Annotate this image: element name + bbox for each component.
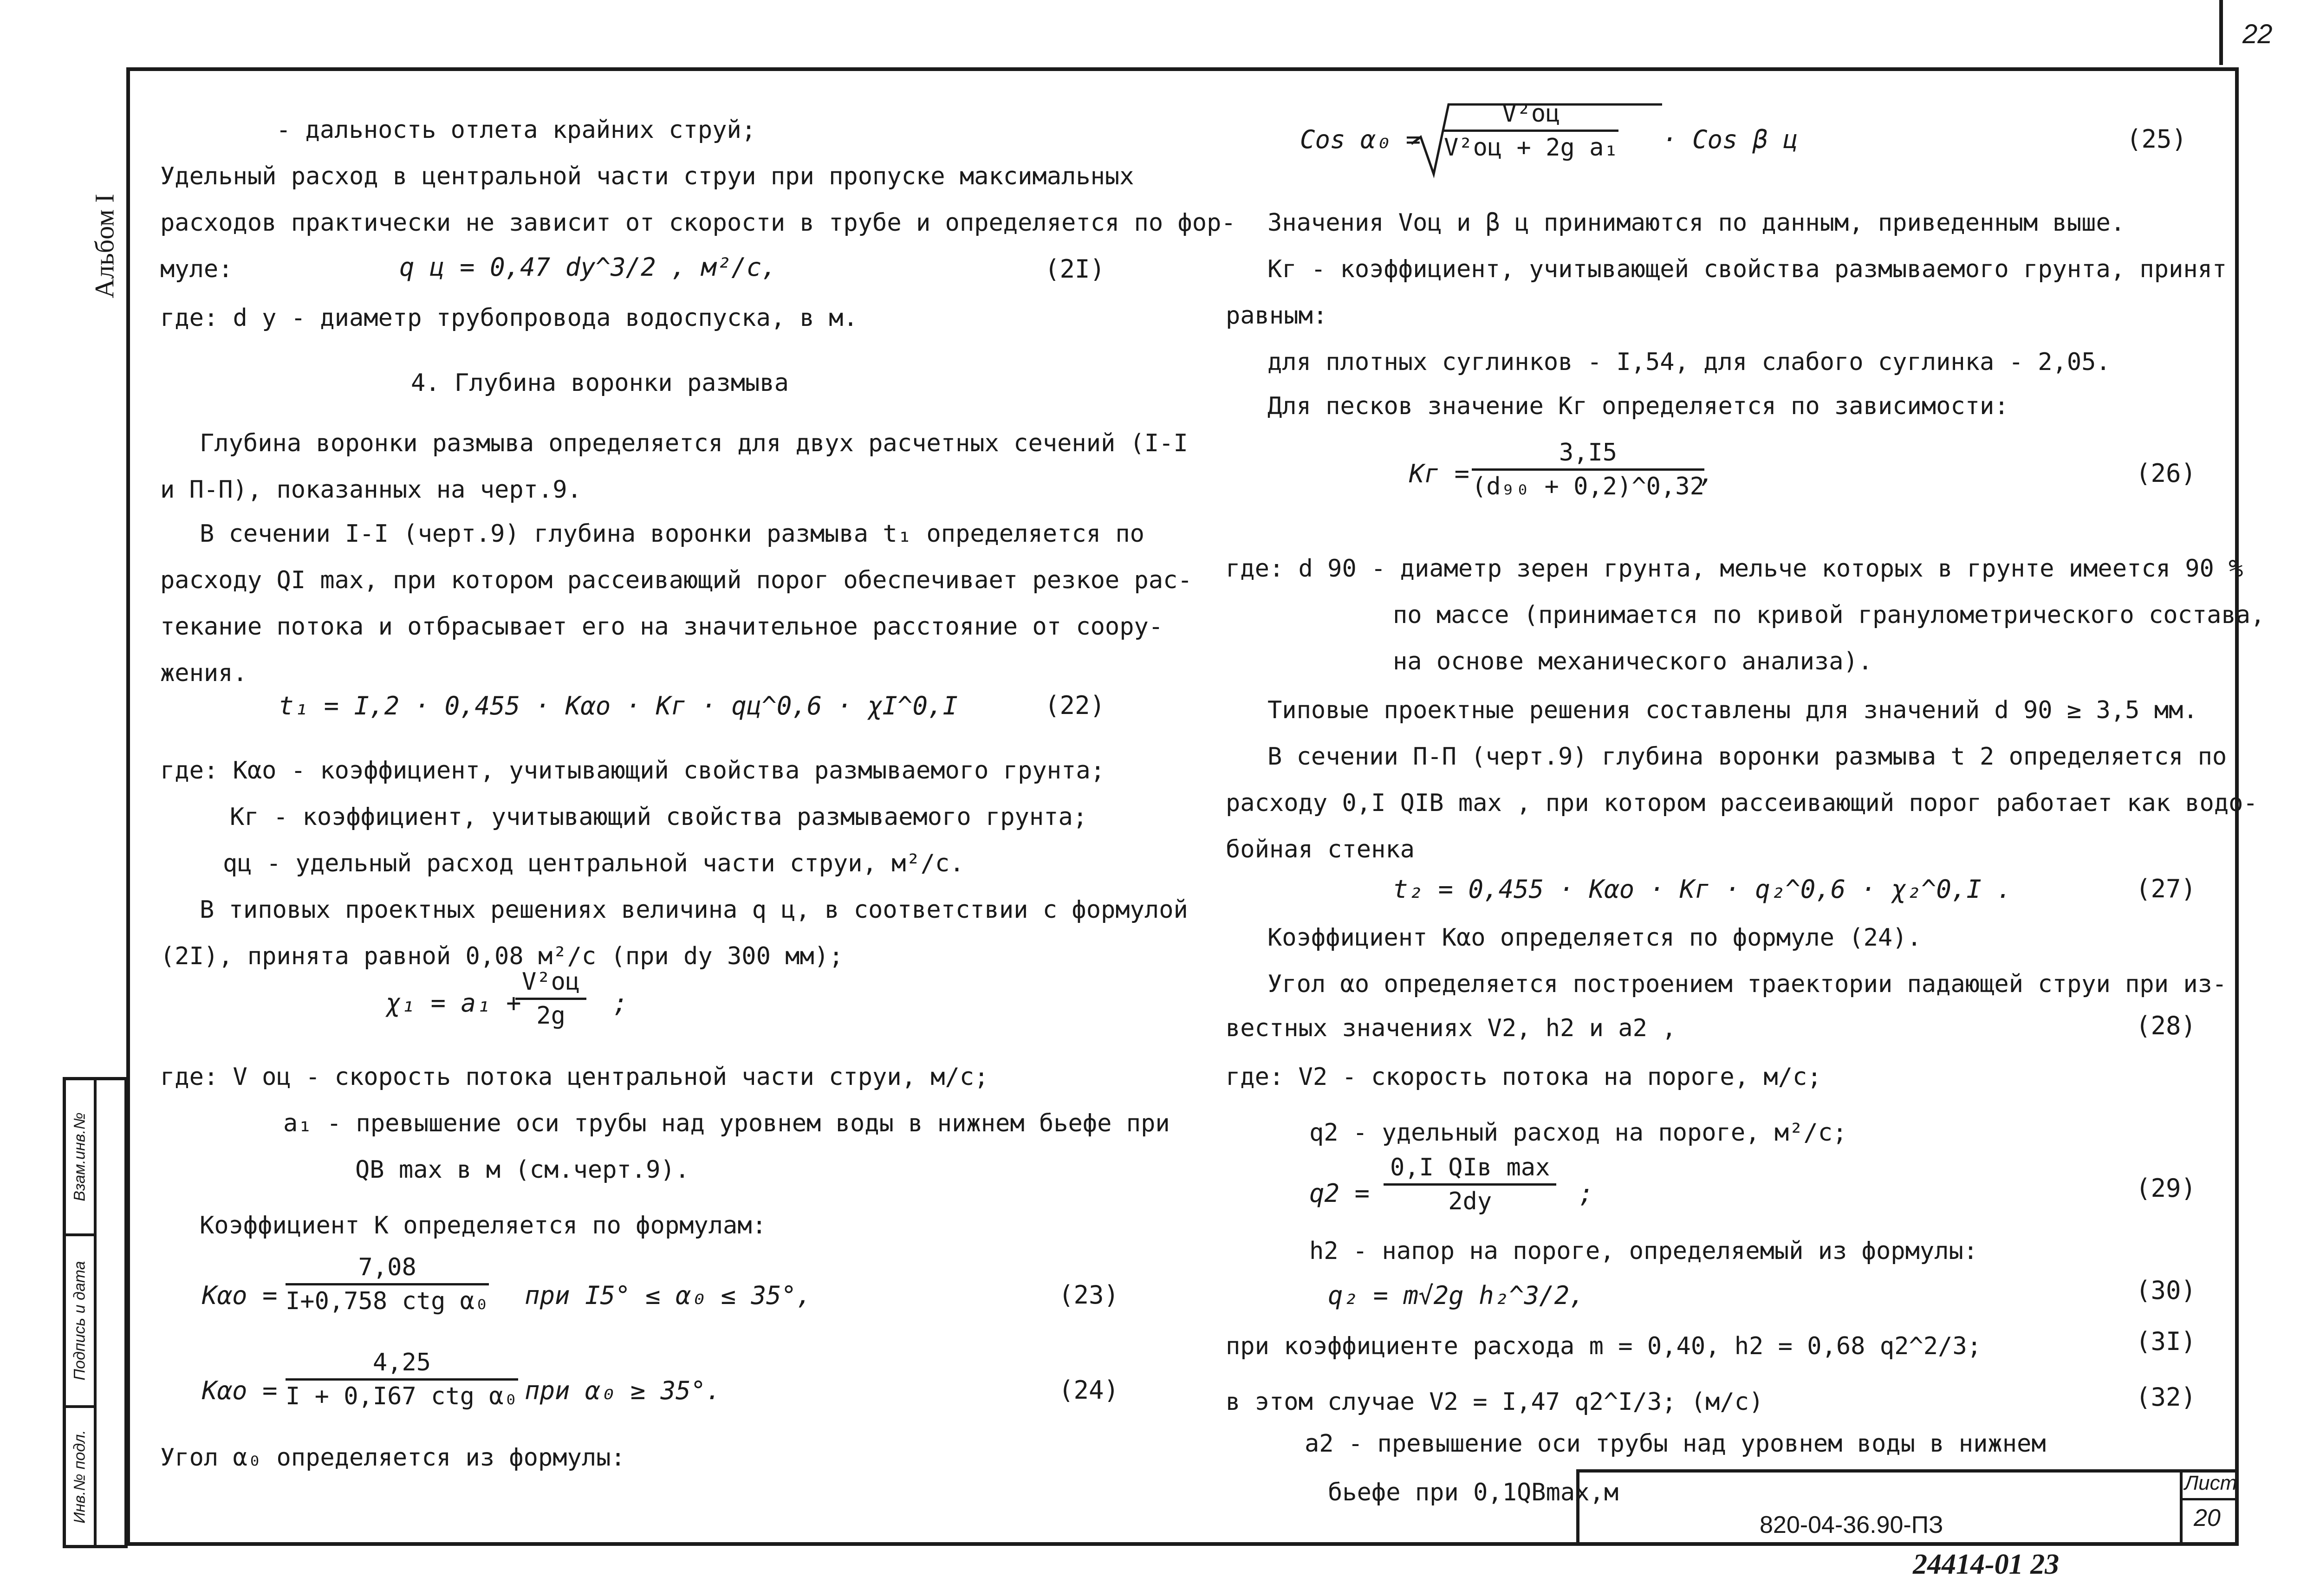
formula-29-tail: ; — [1579, 1179, 1594, 1208]
formula-24-fraction — [286, 1349, 518, 1410]
formula-25-denominator: V²оц + 2g a₁ — [1444, 134, 1618, 162]
formula-26-fraction — [1472, 439, 1704, 500]
formula-24-denominator: I + 0,I67 ctg α₀ — [286, 1382, 518, 1410]
formula-26-numerator: 3,I5 — [1472, 439, 1704, 471]
side-label-replace-inv: Взам.инв.№ — [71, 1112, 89, 1201]
formula-23-denominator: I+0,758 ctg α₀ — [286, 1287, 489, 1315]
equation-number-24: (24) — [1059, 1375, 1119, 1405]
formula-chi-numerator: V²оц — [515, 968, 586, 1000]
side-cell-inv-original — [66, 1405, 94, 1545]
left-line-19: QB max в м (см.черт.9). — [355, 1156, 690, 1184]
equation-number-30: (30) — [2136, 1276, 2197, 1305]
formula-24-lhs: Kαo = — [202, 1376, 278, 1405]
right-line-2: Кг - коэффициент, учитывающей свойства размываемого грунта, принят — [1267, 255, 2227, 283]
right-line-14: Угол αo определяется построением траектории падающей струи при из- — [1267, 970, 2227, 998]
left-line-18: a₁ - превышение оси трубы над уровнем воды в нижнем бьефе при — [283, 1109, 1170, 1137]
album-label-text: Альбом I — [89, 194, 120, 298]
right-line-9: Типовые проектные решения составлены для значений d 90 ≥ 3,5 мм. — [1267, 696, 2198, 724]
left-line-15: В типовых проектных решениях величина q ц, в соответствии с формулой — [200, 896, 1188, 924]
sheet-label: Лист — [2184, 1472, 2237, 1494]
title-block-sheet-divider — [2183, 1498, 2239, 1500]
right-line-18: h2 - напор на пороге, определяемый из формулы: — [1309, 1237, 1978, 1265]
equation-number-26: (26) — [2136, 459, 2197, 488]
left-line-11: жения. — [160, 659, 247, 687]
section-heading: 4. Глубина воронки размыва — [411, 369, 789, 397]
formula-30: q₂ = m√2g h₂^3/2, — [1328, 1281, 1585, 1310]
formula-27: t₂ = 0,455 · Kαo · Кг · q₂^0,6 · χ₂^0,I . — [1393, 875, 2012, 904]
formula-29-fraction — [1384, 1154, 1556, 1215]
right-line-8: на основе механического анализа). — [1393, 648, 1873, 675]
formula-26-lhs: Кг = — [1409, 459, 1470, 488]
right-line-3: равным: — [1226, 302, 1328, 330]
left-line-4: муле: — [160, 255, 233, 283]
formula-26-tail: , — [1699, 459, 1715, 488]
right-line-10: В сечении П-П (черт.9) глубина воронки размыва t 2 определяется по — [1267, 743, 2227, 771]
right-line-13: Коэффициент Kαo определяется по формуле (24). — [1267, 924, 1922, 952]
left-line-13: Кг - коэффициент, учитывающий свойства размываемого грунта; — [230, 803, 1088, 831]
formula-25-fraction — [1444, 100, 1618, 162]
formula-29-numerator: 0,I QIв max — [1384, 1154, 1556, 1186]
left-line-1: - дальность отлета крайних струй; — [276, 116, 756, 144]
top-number-divider — [2219, 0, 2223, 65]
right-line-19: при коэффициенте расхода m = 0,40, h2 = 0,68 q2^2/3; — [1226, 1332, 1982, 1360]
side-label-inv-original: Инв.№ подл. — [71, 1429, 89, 1524]
right-line-6: где: d 90 - диаметр зерен грунта, мельче которых в грунте имеется 90 % — [1226, 555, 2243, 583]
equation-number-31: (3I) — [2136, 1327, 2197, 1356]
equation-number-32: (32) — [2136, 1382, 2197, 1412]
right-line-4: для плотных суглинков - I,54, для слабого суглинка - 2,05. — [1267, 348, 2111, 376]
album-label — [81, 153, 128, 339]
side-label-signature-date: Подпись и дата — [71, 1261, 89, 1381]
left-line-6: Глубина воронки размыва определяется для двух расчетных сечений (I-I — [200, 429, 1188, 457]
formula-25-numerator: V²оц — [1444, 100, 1618, 132]
left-line-14: qц - удельный расход центральной части струи, м²/с. — [223, 850, 964, 877]
equation-number-29: (29) — [2136, 1174, 2197, 1203]
equation-number-27: (27) — [2136, 874, 2197, 903]
formula-29-lhs: q2 = — [1309, 1179, 1370, 1208]
handwritten-inventory-number: 24414-01 23 — [1913, 1549, 2060, 1580]
right-line-16: где: V2 - скорость потока на пороге, м/с; — [1226, 1063, 1822, 1091]
formula-chi-lhs: χ₁ = a₁ + — [385, 988, 521, 1018]
side-cell-replace-inv — [66, 1080, 94, 1233]
formula-23-fraction — [286, 1253, 489, 1315]
formula-29-denominator: 2dу — [1448, 1187, 1492, 1215]
left-line-9: расходу QI max, при котором рассеивающий порог обеспечивает резкое рас- — [160, 566, 1192, 594]
formula-23-condition: при I5° ≤ α₀ ≤ 35°, — [525, 1281, 812, 1310]
left-line-3: расходов практически не зависит от скорости в трубе и определяется по фор- — [160, 209, 1236, 237]
left-line-16: (2I), принята равной 0,08 м²/с (при dу 300 мм); — [160, 942, 844, 970]
left-line-2: Удельный расход в центральной части струи при пропуске максимальных — [160, 162, 1134, 190]
document-code: 820-04-36.90-ПЗ — [1760, 1512, 1943, 1538]
equation-number-23: (23) — [1059, 1280, 1119, 1310]
formula-22: t₁ = I,2 · 0,455 · Kαo · Кг · qц^0,6 · χI^0,I — [279, 691, 958, 720]
right-line-7: по массе (принимается по кривой гранулометрического состава, — [1393, 601, 2265, 629]
sheet-number: 20 — [2194, 1505, 2221, 1531]
left-line-5: где: d у - диаметр трубопровода водоспуска, в м. — [160, 304, 858, 332]
left-line-21: Угол α₀ определяется из формулы: — [160, 1444, 625, 1472]
equation-number-22: (22) — [1045, 691, 1105, 720]
side-signature-table — [63, 1077, 128, 1548]
equation-number-21: (2I) — [1045, 254, 1105, 284]
right-line-12: бойная стенка — [1226, 836, 1415, 863]
equation-number-25: (25) — [2126, 124, 2187, 154]
formula-25-lhs: Cos α₀ = — [1300, 125, 1421, 154]
right-line-11: расходу 0,I QIB max , при котором рассеивающий порог работает как водо- — [1226, 789, 2258, 817]
formula-chi-denominator: 2g — [536, 1002, 565, 1030]
left-line-8: В сечении I-I (черт.9) глубина воронки размыва t₁ определяется по — [200, 520, 1144, 548]
right-line-1: Значения Vоц и β ц принимаются по данным, приведенным выше. — [1267, 209, 2125, 237]
side-label-column — [66, 1080, 97, 1545]
equation-number-28: (28) — [2136, 1011, 2197, 1040]
right-line-22: бьефе при 0,1QBmax,м — [1328, 1479, 1619, 1506]
left-line-17: где: V оц - скорость потока центральной части струи, м/с; — [160, 1063, 989, 1091]
formula-25-tail: · Cos β ц — [1662, 125, 1798, 154]
right-line-15: вестных значениях V2, h2 и a2 , — [1226, 1014, 1677, 1042]
left-line-7: и П-П), показанных на черт.9. — [160, 476, 582, 504]
right-line-20: в этом случае V2 = I,47 q2^I/3; (м/с) — [1226, 1388, 1764, 1416]
left-line-10: текание потока и отбрасывает его на значительное расстояние от соору- — [160, 613, 1163, 641]
formula-23-numerator: 7,08 — [286, 1253, 489, 1285]
formula-26-denominator: (d₉₀ + 0,2)^0,32 — [1472, 473, 1704, 500]
right-line-17: q2 - удельный расход на пороге, м²/с; — [1309, 1119, 1847, 1147]
left-line-12: где: Kαo - коэффициент, учитывающий свойства размываемого грунта; — [160, 757, 1105, 785]
left-line-20: Коэффициент K определяется по формулам: — [200, 1212, 767, 1239]
side-cell-signature-date — [66, 1233, 94, 1405]
formula-chi-fraction — [515, 968, 586, 1030]
formula-chi-tail: ; — [613, 988, 628, 1018]
top-page-number: 22 — [2242, 19, 2273, 49]
formula-24-condition: при α₀ ≥ 35°. — [525, 1376, 721, 1405]
formula-23-lhs: Kαo = — [202, 1281, 278, 1310]
right-line-21: a2 - превышение оси трубы над уровнем воды в нижнем — [1305, 1430, 2046, 1458]
formula-21: q ц = 0,47 dу^3/2 , м²/с, — [399, 253, 777, 282]
formula-24-numerator: 4,25 — [286, 1349, 518, 1381]
right-line-5: Для песков значение Кг определяется по зависимости: — [1267, 392, 2009, 420]
